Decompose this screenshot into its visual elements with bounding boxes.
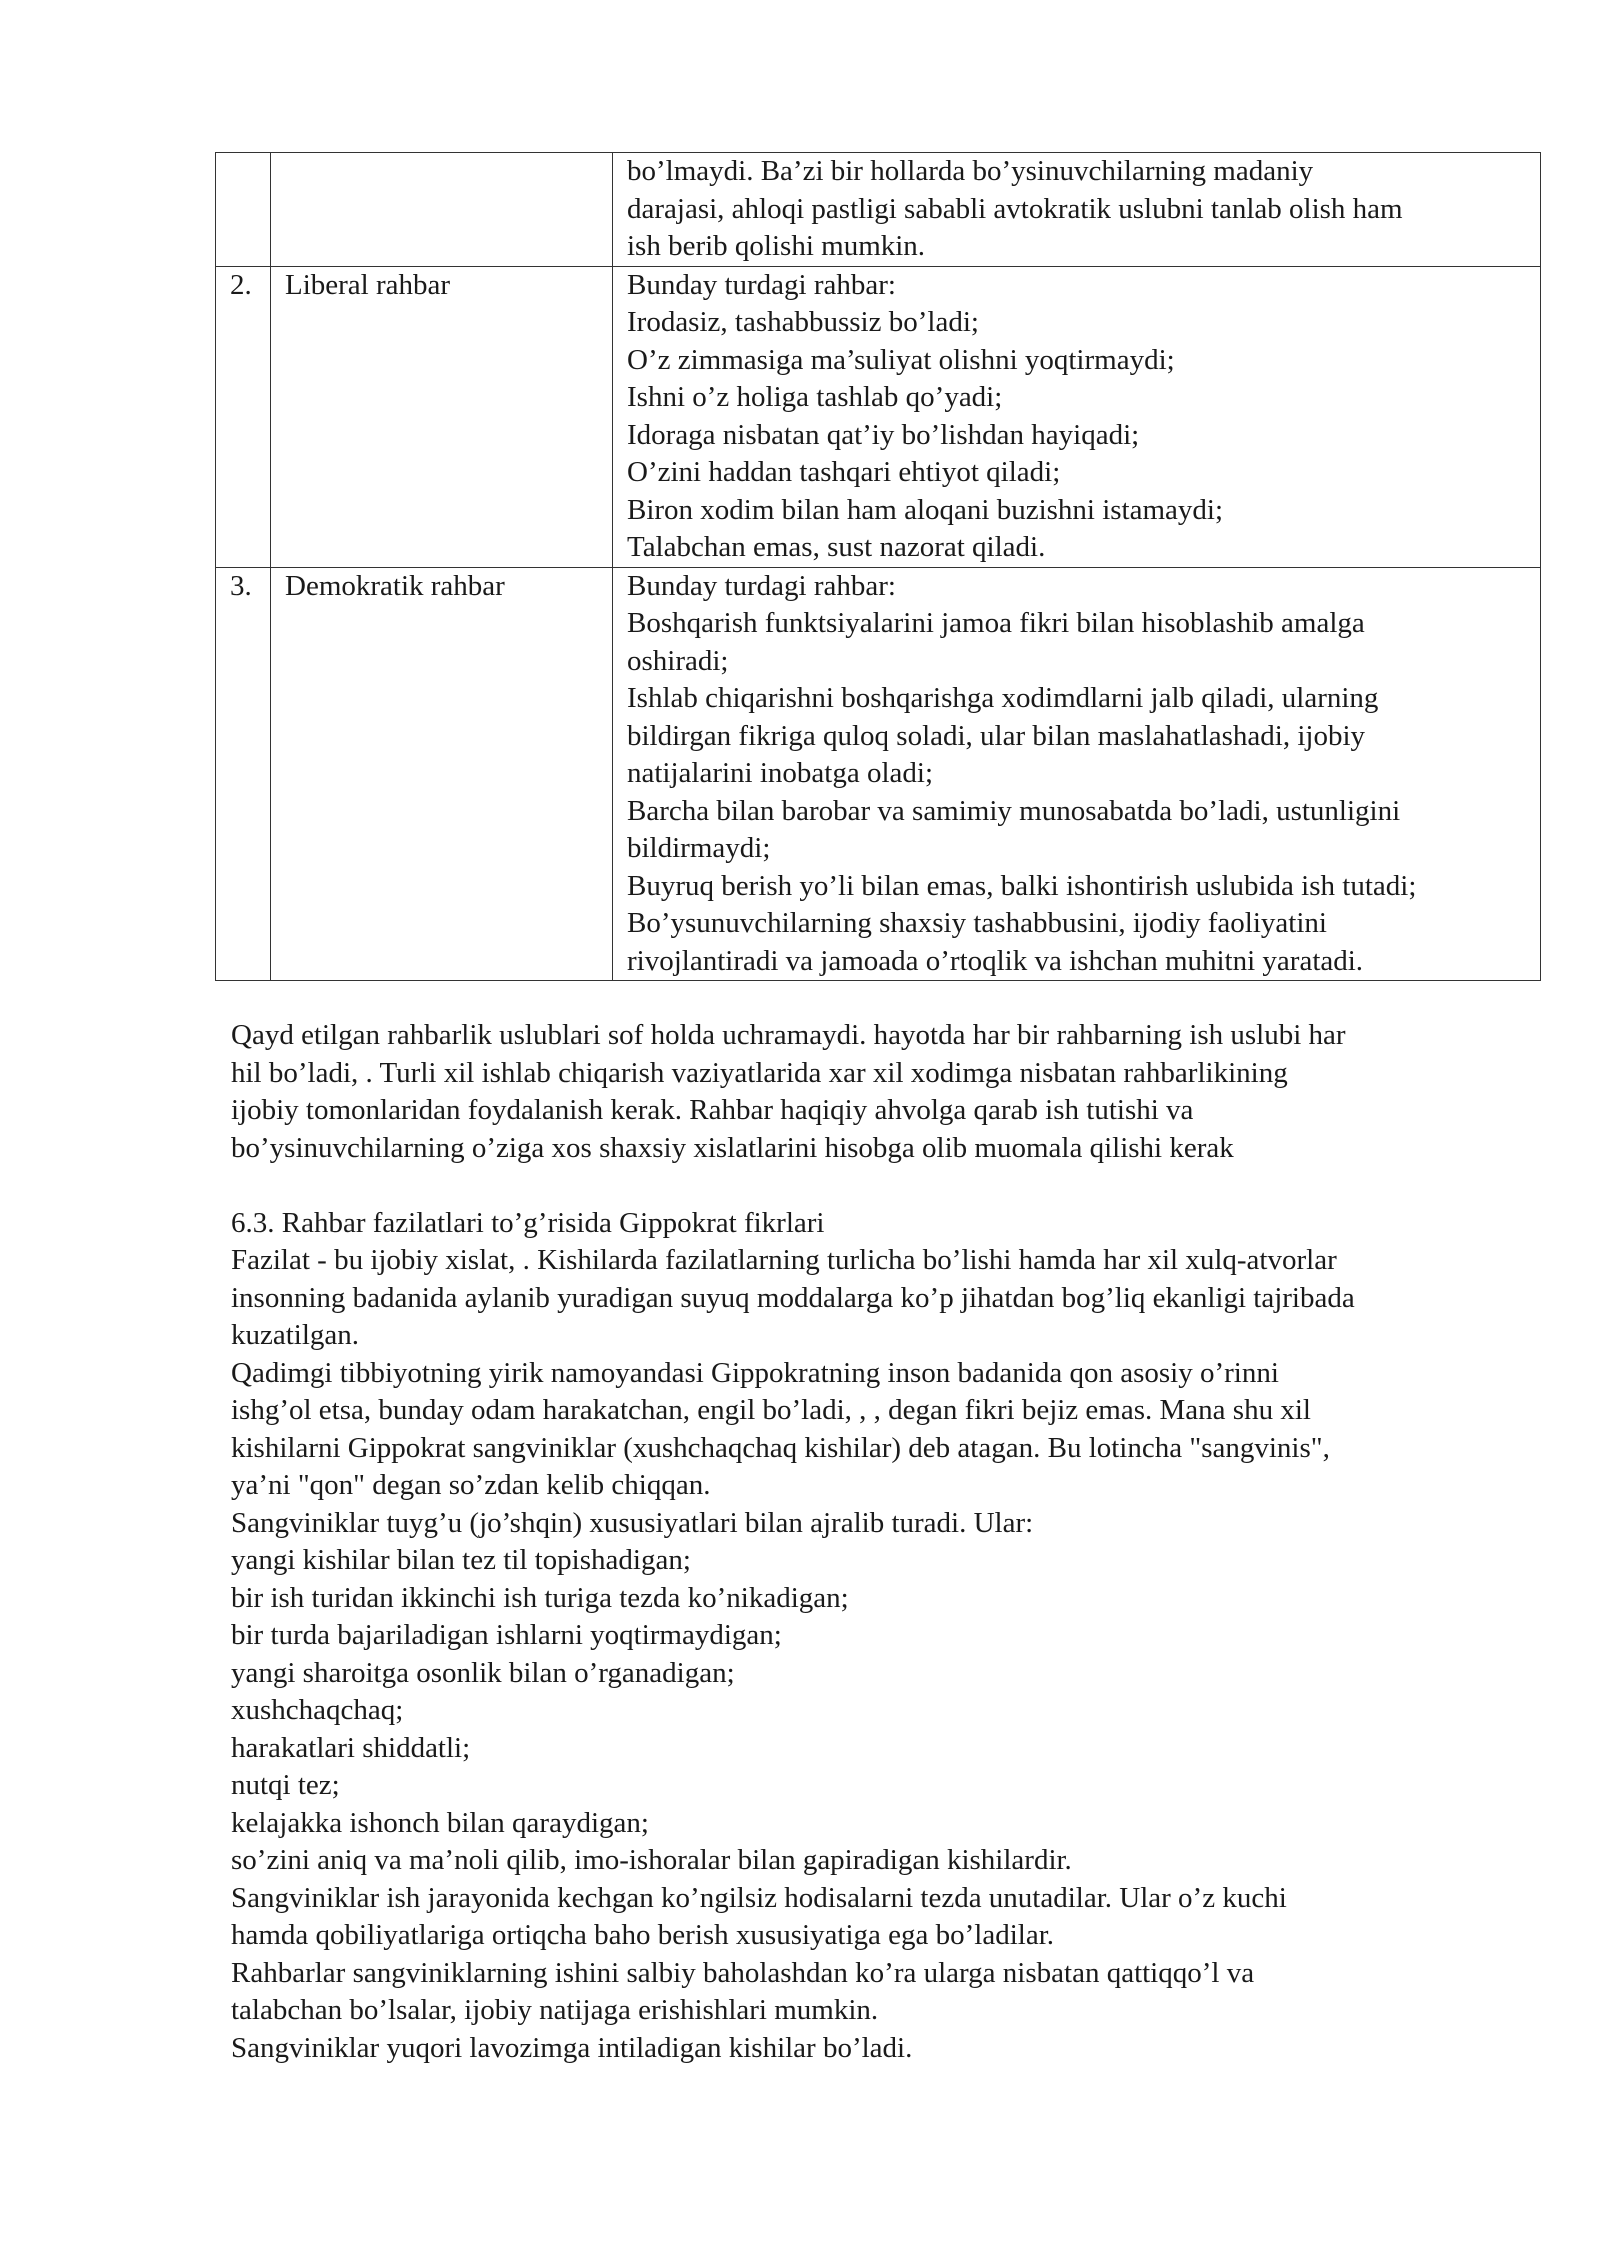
- text-line: ijobiy tomonlaridan foydalanish kerak. Rahbar haqiqiy ahvolga qarab ish tutishi va: [231, 1094, 1194, 1126]
- description-cell: [613, 266, 1541, 567]
- description-line: Talabchan emas, sust nazorat qiladi.: [627, 531, 1046, 563]
- text-line: Rahbarlar sangviniklarning ishini salbiy baholashdan ko’ra ularga nisbatan qattiqqo’l va: [231, 1956, 1255, 1989]
- description-line: Bunday turdagi rahbar:: [627, 268, 896, 301]
- list-item: kelajakka ishonch bilan qaraydigan;: [231, 1806, 649, 1839]
- table-row: [216, 266, 1541, 567]
- description-line: Bunday turdagi rahbar:: [627, 569, 896, 602]
- description-line: natijalarini inobatga oladi;: [627, 757, 934, 789]
- description-line: oshiradi;: [627, 644, 729, 677]
- paragraph-sanguine: [231, 1242, 1551, 2067]
- leader-type-cell: Liberal rahbar: [271, 266, 613, 567]
- list-item: yangi kishilar bilan tez til topishadigan;: [231, 1544, 691, 1576]
- leadership-styles-table: [215, 152, 1541, 981]
- list-item: nutqi tez;: [231, 1769, 340, 1801]
- description-line: Ishni o’z holiga tashlab qo’yadi;: [627, 381, 1003, 413]
- description-line: Ishlab chiqarishni boshqarishga xodimdlarni jalb qiladi, ularning: [627, 682, 1379, 714]
- text-line: Qayd etilgan rahbarlik uslublari sof holda uchramaydi. hayotda har bir rahbarning ish uslubi har: [231, 1019, 1346, 1051]
- description-cell: [613, 567, 1541, 981]
- description-line: Idoraga nisbatan qat’iy bo’lishdan hayiqadi;: [627, 418, 1140, 451]
- description-line: Irodasiz, tashabbussiz bo’ladi;: [627, 306, 979, 338]
- list-item: bir turda bajariladigan ishlarni yoqtirmaydigan;: [231, 1619, 782, 1651]
- description-line: bo’lmaydi. Ba’zi bir hollarda bo’ysinuvchilarning madaniy: [627, 155, 1314, 187]
- description-line: O’z zimmasiga ma’suliyat olishni yoqtirmaydi;: [627, 343, 1175, 376]
- text-line: hamda qobiliyatlariga ortiqcha baho berish xususiyatiga ega bo’ladilar.: [231, 1919, 1055, 1951]
- text-line: Fazilat - bu ijobiy xislat, . Kishilarda fazilatlarning turlicha bo’lishi hamda har xil xulq-atvorlar: [231, 1244, 1337, 1276]
- list-item: bir ish turidan ikkinchi ish turiga tezda ko’nikadigan;: [231, 1581, 849, 1614]
- section-heading: 6.3. Rahbar fazilatlari to’g’risida Gippokrat fikrlari: [231, 1206, 825, 1239]
- description-line: darajasi, ahloqi pastligi sababli avtokratik uslubni tanlab olish ham: [627, 192, 1403, 225]
- paragraph-summary: [231, 1017, 1551, 1167]
- text-line: talabchan bo’lsalar, ijobiy natijaga erishishlari mumkin.: [231, 1994, 879, 2026]
- text-line: ishg’ol etsa, bunday odam harakatchan, engil bo’ladi, , , degan fikri bejiz emas. Mana shu xil: [231, 1394, 1311, 1426]
- description-line: O’zini haddan tashqari ehtiyot qiladi;: [627, 456, 1061, 488]
- list-item: xushchaqchaq;: [231, 1694, 404, 1726]
- text-line: kuzatilgan.: [231, 1319, 360, 1351]
- text-line: ya’ni "qon" degan so’zdan kelib chiqqan.: [231, 1469, 711, 1501]
- text-line: hil bo’ladi, . Turli xil ishlab chiqarish vaziyatlarida xar xil xodimga nisbatan rahbarlikining: [231, 1056, 1288, 1089]
- description-line: rivojlantiradi va jamoada o’rtoqlik va ishchan muhitni yaratadi.: [627, 944, 1364, 977]
- description-line: Biron xodim bilan ham aloqani buzishni istamaydi;: [627, 493, 1224, 526]
- text-line: Sangviniklar yuqori lavozimga intiladigan kishilar bo’ladi.: [231, 2031, 913, 2064]
- description-line: Boshqarish funktsiyalarini jamoa fikri bilan hisoblashib amalga: [627, 607, 1365, 639]
- list-item: harakatlari shiddatli;: [231, 1731, 471, 1764]
- text-line: bo’ysinuvchilarning o’ziga xos shaxsiy xislatlarini hisobga olib muomala qilishi kerak: [231, 1131, 1234, 1164]
- description-cell: [613, 153, 1541, 267]
- list-item: so’zini aniq va ma’noli qilib, imo-ishoralar bilan gapiradigan kishilardir.: [231, 1844, 1072, 1876]
- row-number-cell: 3.: [216, 567, 271, 981]
- text-line: Qadimgi tibbiyotning yirik namoyandasi Gippokratning inson badanida qon asosiy o’rinni: [231, 1356, 1279, 1389]
- body-text: [231, 1017, 1551, 2067]
- table-row: [216, 567, 1541, 981]
- row-number-cell: [216, 153, 271, 267]
- table-row: [216, 153, 1541, 267]
- list-item: yangi sharoitga osonlik bilan o’rganadigan;: [231, 1656, 735, 1689]
- description-line: ish berib qolishi mumkin.: [627, 230, 926, 262]
- description-line: Buyruq berish yo’li bilan emas, balki ishontirish uslubida ish tutadi;: [627, 869, 1417, 902]
- description-line: bildirmaydi;: [627, 832, 771, 864]
- text-line: kishilarni Gippokrat sangviniklar (xushchaqchaq kishilar) deb atagan. Bu lotincha "sangvinis",: [231, 1431, 1330, 1464]
- leader-type-cell: Demokratik rahbar: [271, 567, 613, 981]
- description-line: Barcha bilan barobar va samimiy munosabatda bo’ladi, ustunligini: [627, 794, 1401, 827]
- description-line: Bo’ysunuvchilarning shaxsiy tashabbusini, ijodiy faoliyatini: [627, 907, 1327, 939]
- description-line: bildirgan fikriga quloq soladi, ular bilan maslahatlashadi, ijobiy: [627, 719, 1366, 752]
- leader-type-cell: [271, 153, 613, 267]
- text-line: Sangviniklar tuyg’u (jo’shqin) xususiyatlari bilan ajralib turadi. Ular:: [231, 1506, 1034, 1539]
- row-number-cell: 2.: [216, 266, 271, 567]
- text-line: Sangviniklar ish jarayonida kechgan ko’ngilsiz hodisalarni tezda unutadilar. Ular o’z kuchi: [231, 1881, 1287, 1914]
- text-line: insonning badanida aylanib yuradigan suyuq moddalarga ko’p jihatdan bog’liq ekanligi tajribada: [231, 1281, 1355, 1314]
- paragraph-gap: [231, 1167, 1551, 1205]
